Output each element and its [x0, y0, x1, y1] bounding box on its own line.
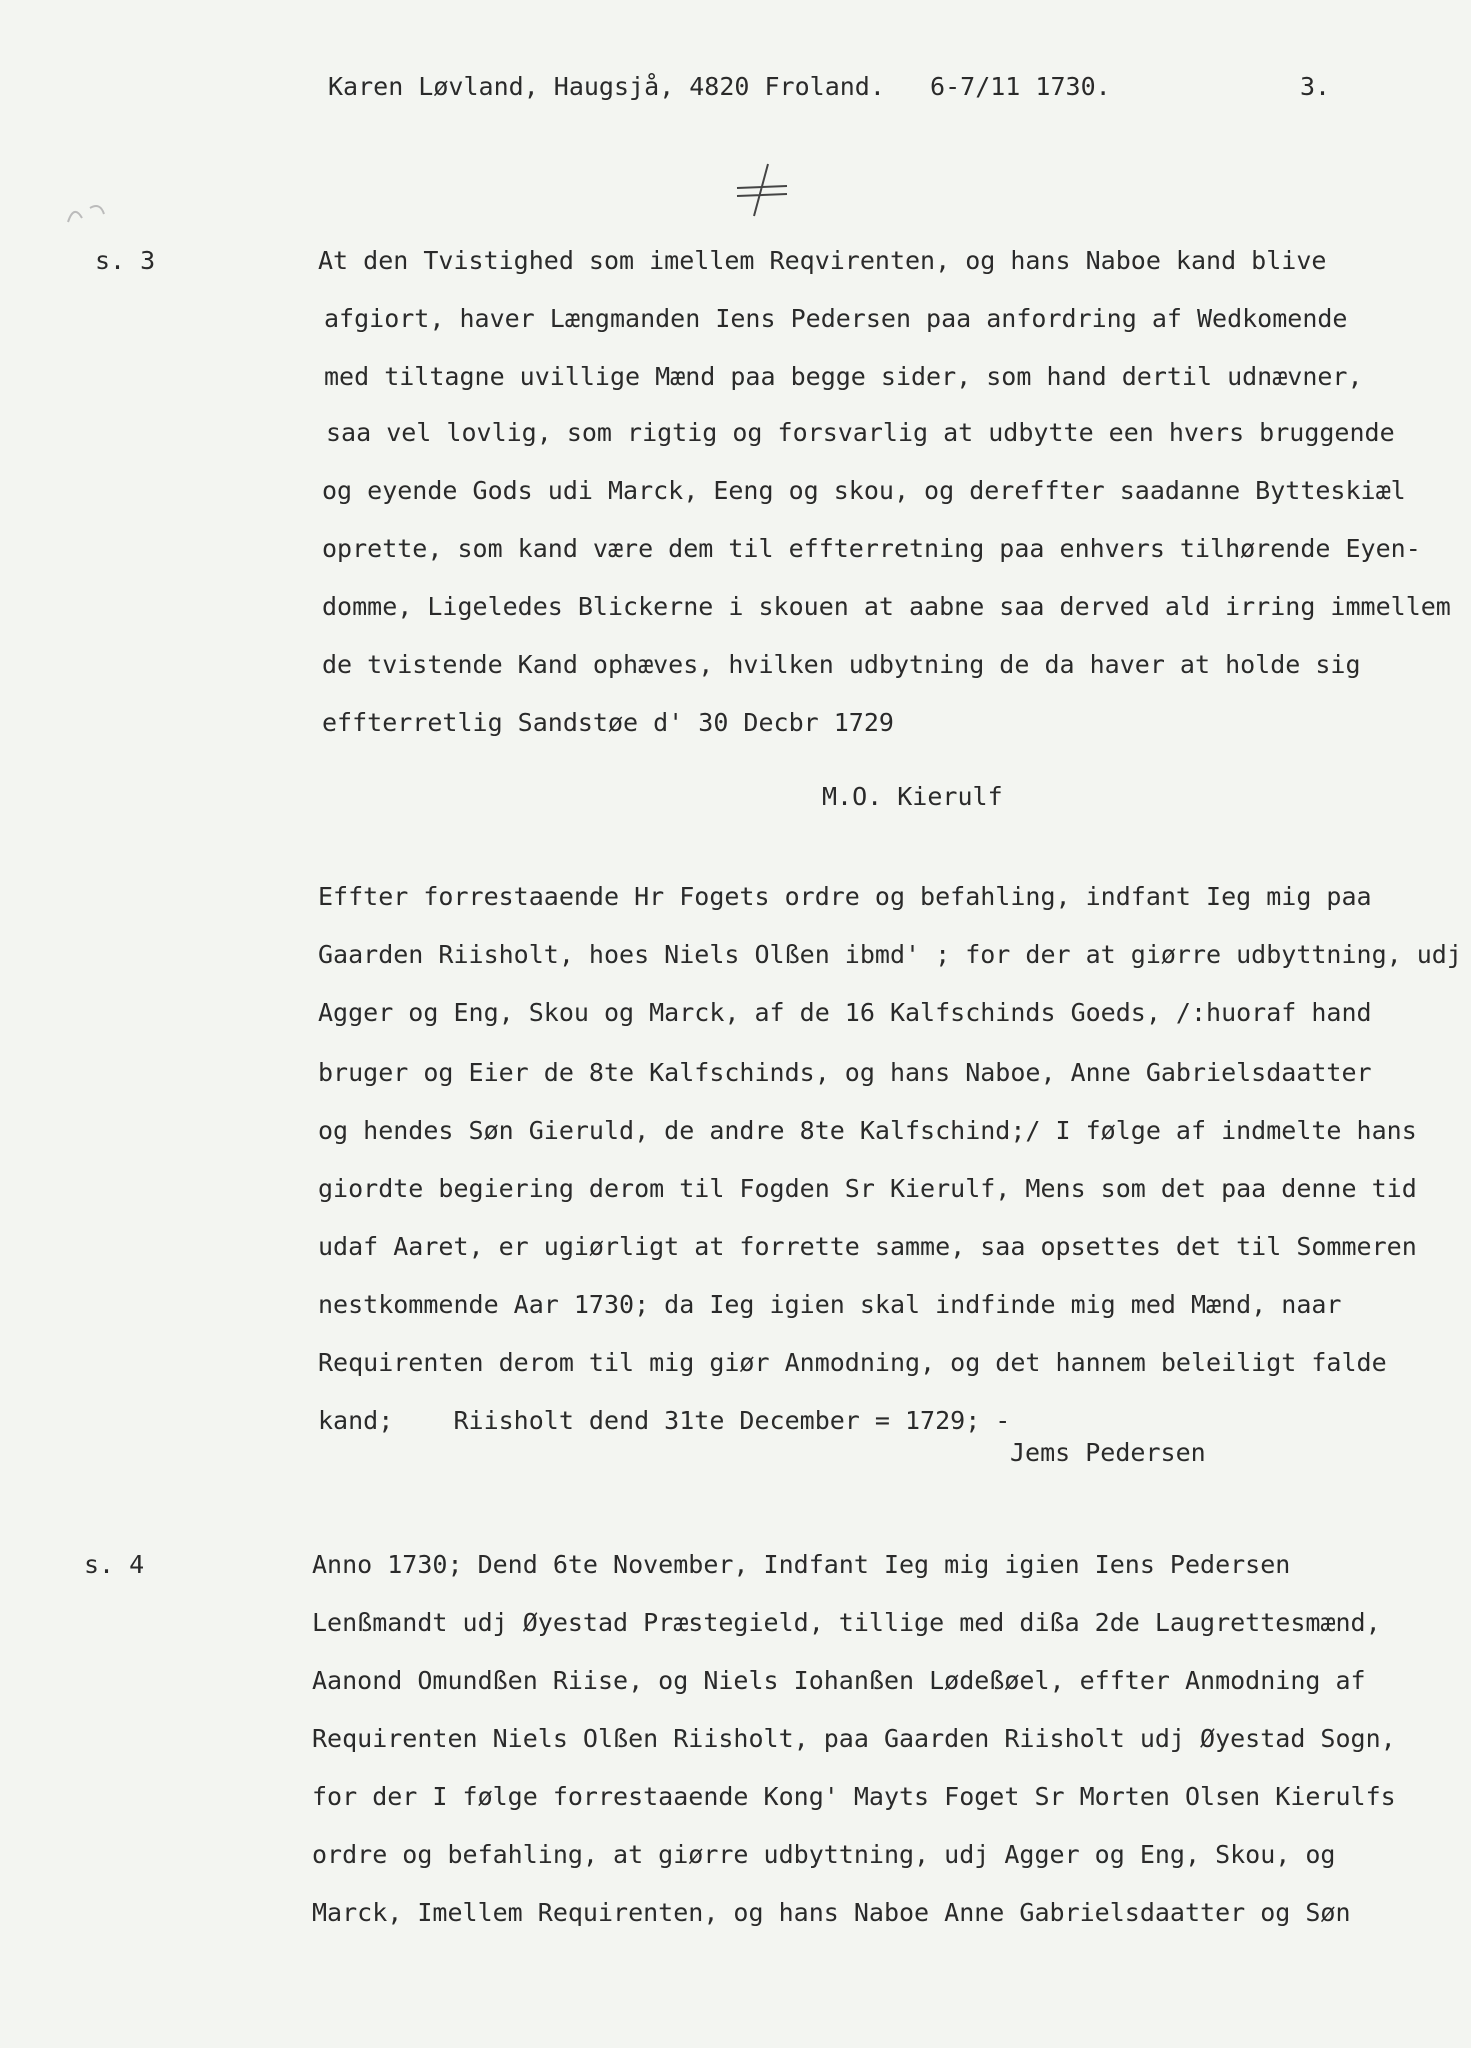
text-line: bruger og Eier de 8te Kalfschinds, og hans Naboe, Anne Gabrielsdaatter: [318, 1058, 1372, 1087]
text-line: og eyende Gods udi Marck, Eeng og skou, og dereffter saadanne Bytteskiæl: [322, 476, 1406, 505]
text-line: de tvistende Kand ophæves, hvilken udbytning de da haver at holde sig: [322, 650, 1361, 679]
text-line: med tiltagne uvillige Mænd paa begge sider, som hand dertil udnævner,: [324, 362, 1363, 391]
text-line: ordre og befahling, at giørre udbyttning, udj Agger og Eng, Skou, og: [312, 1840, 1336, 1869]
text-line: effterretlig Sandstøe d' 30 Decbr 1729: [322, 708, 894, 737]
text-line: Aanond Omundßen Riise, og Niels Iohanßen Lødeßøel, effter Anmodning af: [312, 1666, 1366, 1695]
page-header: Karen Løvland, Haugsjå, 4820 Froland. 6-7/11 1730.: [328, 72, 1111, 101]
text-line: Anno 1730; Dend 6te November, Indfant Ieg mig igien Iens Pedersen: [312, 1550, 1291, 1579]
cross-mark-icon: [732, 160, 792, 220]
text-line: oprette, som kand være dem til effterretning paa enhvers tilhørende Eyen-: [322, 534, 1421, 563]
text-line: for der I følge forrestaaende Kong' Mayts Foget Sr Morten Olsen Kierulfs: [312, 1782, 1396, 1811]
text-line: og hendes Søn Gieruld, de andre 8te Kalfschind;/ I følge af indmelte hans: [318, 1116, 1417, 1145]
pencil-mark-icon: [60, 200, 110, 230]
text-line: Effter forrestaaende Hr Fogets ordre og befahling, indfant Ieg mig paa: [318, 882, 1372, 911]
text-line: Lenßmandt udj Øyestad Præstegield, tillige med dißa 2de Laugrettesmænd,: [312, 1608, 1381, 1637]
text-line: kand; Riisholt dend 31te December = 1729; -: [318, 1406, 1011, 1435]
signature: Jems Pedersen: [1010, 1438, 1206, 1467]
text-line: nestkommende Aar 1730; da Ieg igien skal indfinde mig med Mænd, naar: [318, 1290, 1342, 1319]
margin-note: s. 3: [95, 246, 156, 275]
text-line: giordte begiering derom til Fogden Sr Kierulf, Mens som det paa denne tid: [318, 1174, 1417, 1203]
text-line: At den Tvistighed som imellem Reqvirenten, og hans Naboe kand blive: [318, 246, 1327, 275]
text-line: Gaarden Riisholt, hoes Niels Olßen ibmd' ; for der at giørre udbyttning, udj: [318, 940, 1462, 969]
text-line: Agger og Eng, Skou og Marck, af de 16 Kalfschinds Goeds, /:huoraf hand: [318, 998, 1372, 1027]
signature: M.O. Kierulf: [822, 782, 1003, 811]
text-line: Marck, Imellem Requirenten, og hans Naboe Anne Gabrielsdaatter og Søn: [312, 1898, 1351, 1927]
text-line: saa vel lovlig, som rigtig og forsvarlig at udbytte een hvers bruggende: [326, 418, 1395, 447]
text-line: domme, Ligeledes Blickerne i skouen at aabne saa derved ald irring immellem: [322, 592, 1451, 621]
text-line: afgiort, haver Længmanden Iens Pedersen paa anfordring af Wedkomende: [324, 304, 1348, 333]
page-number: 3.: [1300, 72, 1331, 101]
text-line: udaf Aaret, er ugiørligt at forrette samme, saa opsettes det til Sommeren: [318, 1232, 1417, 1261]
margin-note: s. 4: [84, 1550, 145, 1579]
text-line: Requirenten derom til mig giør Anmodning, og det hannem beleiligt falde: [318, 1348, 1387, 1377]
text-line: Requirenten Niels Olßen Riisholt, paa Gaarden Riisholt udj Øyestad Sogn,: [312, 1724, 1396, 1753]
